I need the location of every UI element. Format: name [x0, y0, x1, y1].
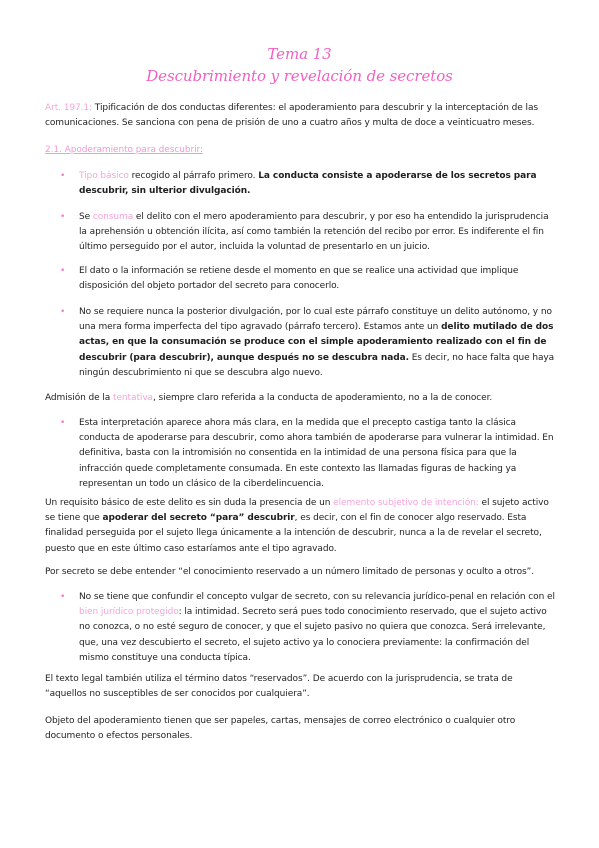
- highlight-term: consuma: [92, 212, 134, 222]
- bullet-dot-icon: •: [60, 307, 66, 317]
- bullet-dot-icon: •: [60, 171, 66, 181]
- intro-paragraph: [45, 101, 555, 131]
- list-item: No se tiene que confundir el concepto vulgar de secreto, con su relevancia jurídico-penal en relación con el bien jurídico protegido: la intimidad. Secreto será pues todo conocimiento reservado, que el sujeto activo no conozca, o no esté seguro de conocer, y que el sujeto pasivo no quiera que conozca. Será irrelevante, que, una vez descubierto el secreto, el sujeto activo ya lo conociera previamente: la confirmación del mismo constituye una conducta típica.: [79, 592, 555, 663]
- document-subtitle: Descubrimiento y revelación de secretos: [146, 67, 453, 85]
- document-title: Tema 13: [267, 45, 332, 63]
- highlight-term: Tipo básico: [79, 171, 129, 181]
- list-item: Tipo básico recogido al párrafo primero. La conducta consiste a apoderarse de los secretos para descubrir, sin ulterior divulgación.: [79, 171, 537, 197]
- article-reference: Art. 197.1:: [45, 103, 93, 113]
- bold-text: La conducta consiste a apoderarse de los secretos para descubrir, sin ulterior divulgación.: [79, 171, 537, 197]
- bullet-dot-icon: •: [60, 212, 66, 222]
- list-item: El dato o la información se retiene desde el momento en que se realice una actividad que implique disposición del objeto portador del secreto para conocerlo.: [79, 266, 519, 292]
- paragraph: Objeto del apoderamiento tienen que ser papeles, cartas, mensajes de correo electrónico o cualquier otro documento o efectos personales.: [45, 716, 516, 742]
- highlight-term: bien jurídico protegido: [79, 607, 179, 618]
- bullet-dot-icon: •: [60, 266, 66, 276]
- intro-text: Tipificación de dos conductas diferentes: el apoderamiento para descubrir y la interceptación de las comunicaciones. Se sanciona con pena de prisión de uno a cuatro años y multa de doce a veinticuatro meses.: [45, 103, 538, 129]
- paragraph: Por secreto se debe entender “el conocimiento reservado a un número limitado de personas y oculto a otros”.: [45, 567, 534, 577]
- bold-text: delito mutilado de dos actas, en que la consumación se produce con el simple apoderamiento realizado con el fin de descubrir (para descubrir), aunque después no se descubra nada.: [79, 322, 554, 363]
- bullet-dot-icon: •: [60, 418, 66, 428]
- section-heading: 2.1. Apoderamiento para descubrir:: [45, 145, 203, 155]
- list-item: Esta interpretación aparece ahora más clara, en la medida que el precepto castiga tanto la clásica conducta de apoderarse para descubrir, como ahora también de apoderarse para vulnerar la intimidad. En definitiva, basta con la intromisión no consentida en la intimidad de una persona física para que la infracción quede completamente consumada. En este contexto las llamadas figuras de hacking ya representan un todo un clásico de la ciberdelincuencia.: [79, 418, 554, 489]
- section-heading-container: [45, 143, 555, 158]
- highlight-term: elemento subjetivo de intención:: [333, 498, 479, 508]
- list-item: Se consuma el delito con el mero apoderamiento para descubrir, y por eso ha entendido la jurisprudencia la aprehensión u obtención ilícita, así como también la retención del recibo por error. Es indiferente el fin último perseguido por el autor, incluida la voluntad de presentarlo en un juicio.: [79, 212, 549, 253]
- paragraph: Admisión de la tentativa, siempre claro referida a la conducta de apoderamiento, no a la de conocer.: [45, 393, 493, 403]
- paragraph: El texto legal también utiliza el término datos “reservados”. De acuerdo con la jurisprudencia, se trata de “aquellos no susceptibles de ser conocidos por cualquiera”.: [45, 674, 513, 700]
- bullet-dot-icon: •: [60, 592, 66, 602]
- highlight-term: tentativa: [113, 393, 153, 403]
- paragraph: Un requisito básico de este delito es sin duda la presencia de un elemento subjetivo de intención: el sujeto activo se tiene que apoderar del secreto “para” descubrir, es decir, con el fin de conocer algo reservado. Esta finalidad perseguida por el sujeto llega únicamente a la intención de descubrir, nunca a la de revelar el secreto, puesto que en este último caso estaríamos ante el tipo agravado.: [45, 498, 549, 554]
- bold-text: apoderar del secreto “para” descubrir: [102, 513, 295, 524]
- list-item: No se requiere nunca la posterior divulgación, por lo cual este párrafo constituye un delito autónomo, y no una mera forma imperfecta del tipo agravado (párrafo tercero). Estamos ante un delito mutilado de dos actas, en que la consumación se produce con el simple apoderamiento realizado con el fin de descubrir (para descubrir), aunque después no se descubra nada. Es decir, no hace falta que haya ningún descubrimiento ni que se descubra algo nuevo.: [79, 307, 555, 378]
